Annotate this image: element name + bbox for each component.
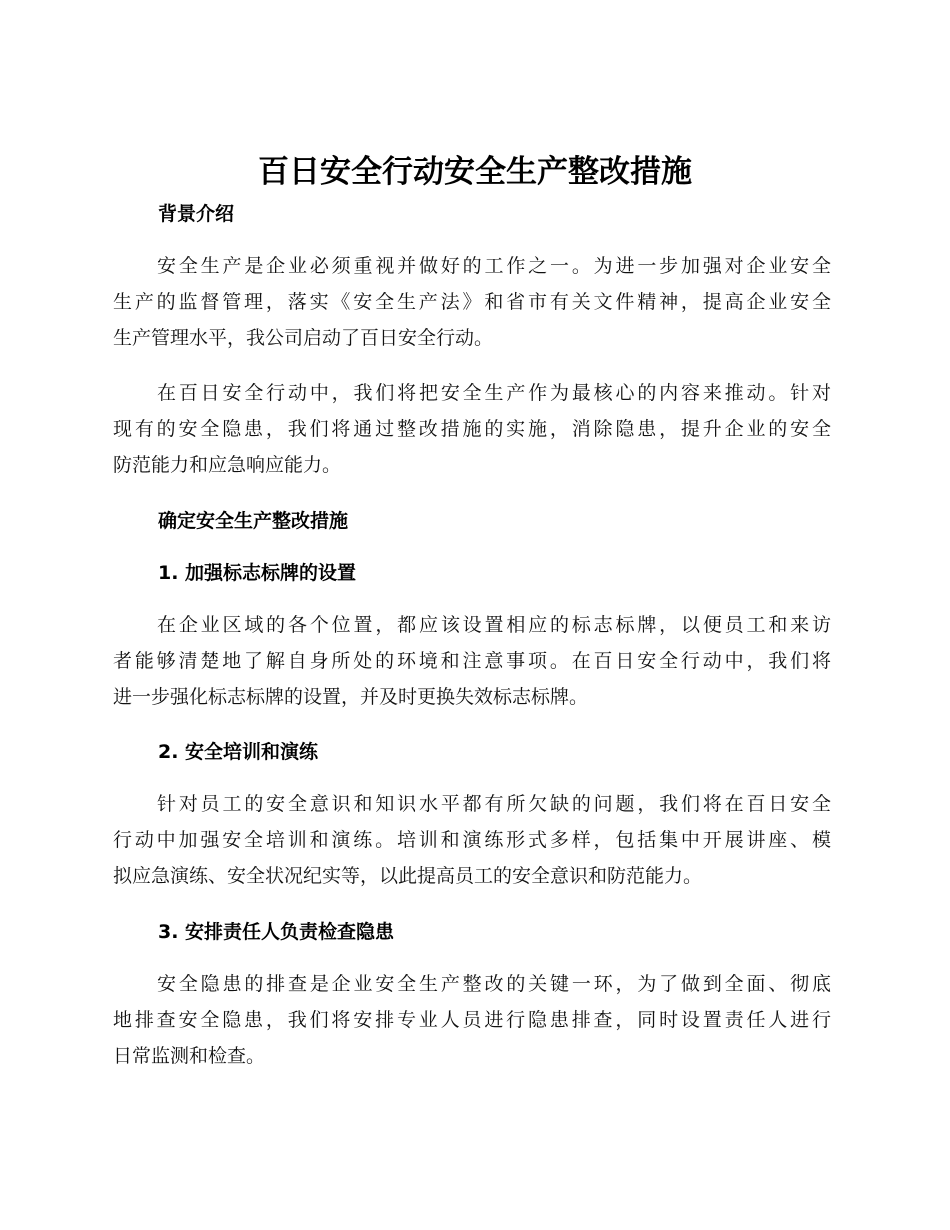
paragraph-line: 防范能力和应急响应能力。 [113,454,342,476]
document-title: 百日安全行动安全生产整改措施 [258,154,692,190]
paragraph-line: 现有的安全隐患，我们将通过整改措施的实施，消除隐患，提升企业的安全 [113,418,831,440]
paragraph-line: 地排查安全隐患，我们将安排专业人员进行隐患排查，同时设置责任人进行 [113,1009,831,1031]
paragraph-line: 行动中加强安全培训和演练。培训和演练形式多样，包括集中开展讲座、模 [113,829,831,851]
subsection-heading-inspection: 3. 安排责任人负责检查隐患 [158,921,395,943]
paragraph-line: 生产的监督管理，落实《安全生产法》和省市有关文件精神，提高企业安全 [113,291,831,313]
subsection-heading-training: 2. 安全培训和演练 [158,741,319,763]
paragraph-line: 针对员工的安全意识和知识水平都有所欠缺的问题，我们将在百日安全 [157,793,831,815]
paragraph-line: 安全生产是企业必须重视并做好的工作之一。为进一步加强对企业安全 [157,255,831,277]
paragraph-line: 进一步强化标志标牌的设置，并及时更换失效标志标牌。 [113,686,589,708]
paragraph-line: 安全隐患的排查是企业安全生产整改的关键一环，为了做到全面、彻底 [157,973,831,995]
subsection-heading-signage: 1. 加强标志标牌的设置 [158,562,357,584]
paragraph-signage [113,607,831,715]
paragraph-training [113,786,831,894]
paragraph-line: 生产管理水平，我公司启动了百日安全行动。 [113,327,494,349]
section-heading-measures: 确定安全生产整改措施 [158,510,349,532]
paragraph-line: 拟应急演练、安全状况纪实等，以此提高员工的安全意识和防范能力。 [113,865,703,887]
paragraph-background-2 [113,375,831,483]
paragraph-line: 者能够清楚地了解自身所处的环境和注意事项。在百日安全行动中，我们将 [113,650,831,672]
paragraph-inspection [113,966,831,1074]
paragraph-background-1 [113,248,831,356]
paragraph-line: 在企业区域的各个位置，都应该设置相应的标志标牌，以便员工和来访 [157,614,831,636]
paragraph-line: 在百日安全行动中，我们将把安全生产作为最核心的内容来推动。针对 [157,382,831,404]
section-heading-background: 背景介绍 [158,203,235,225]
paragraph-line: 日常监测和检查。 [113,1045,266,1067]
